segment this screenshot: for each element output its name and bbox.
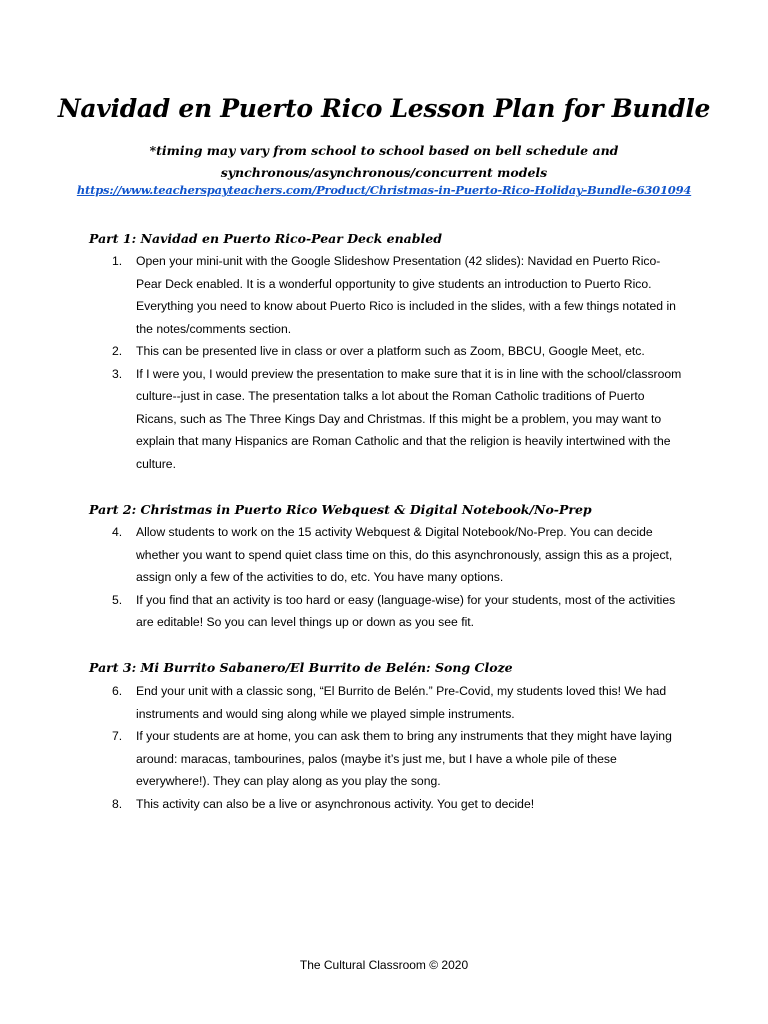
- list-item-text: If I were you, I would preview the presentation to make sure that it is in line with the school/classroom culture--just in case. The presentation talks a lot about the Roman Catholic traditions of Puerto Ricans, such as The Three Kings Day and Christmas. If this might be a problem, you may want to explain that many Hispanics are Roman Catholic and that the religion is heavily intertwined with the culture.: [136, 366, 682, 471]
- list-item-number: 4.: [112, 525, 123, 539]
- part-2-heading: Part 2: Christmas in Puerto Rico Webquest & Digital Notebook/No-Prep: [89, 502, 592, 517]
- product-link[interactable]: https://www.teacherspayteachers.com/Product/Christmas-in-Puerto-Rico-Holiday-Bundle-6301094: [76, 183, 692, 197]
- list-item-number: 6.: [112, 684, 123, 698]
- page-title: Navidad en Puerto Rico Lesson Plan for Bundle: [57, 94, 711, 123]
- timing-note-line2: synchronous/asynchronous/concurrent models: [220, 165, 548, 180]
- list-item-text: This activity can also be a live or asynchronous activity. You get to decide!: [136, 796, 535, 811]
- part-2-list: [112, 521, 684, 634]
- part-1-heading: Part 1: Navidad en Puerto Rico-Pear Deck enabled: [89, 231, 442, 246]
- timing-note: [0, 140, 768, 184]
- list-item-text: Open your mini-unit with the Google Slideshow Presentation (42 slides): Navidad en Puerto Rico-Pear Deck enabled. It is a wonderful opportunity to give students an introduction to Puerto Rico. Everything you need to know about Puerto Rico is included in the slides, with a few things notated in the notes/comments section.: [136, 254, 676, 336]
- list-item-number: 5.: [112, 592, 123, 607]
- list-item-number: 3.: [112, 366, 123, 381]
- list-item-text: End your unit with a classic song, “El Burrito de Belén.” Pre-Covid, my students loved this! We had instruments and would sing along while we played simple instruments.: [136, 684, 667, 721]
- list-item: [112, 521, 684, 589]
- list-item-number: 7.: [112, 729, 123, 743]
- list-item-text: If you find that an activity is too hard or easy (language-wise) for your students, most of the activities are editable! So you can level things up or down as you see fit.: [136, 592, 676, 629]
- part-3-list: [112, 680, 684, 815]
- list-item: [112, 680, 684, 725]
- list-item: [112, 363, 684, 476]
- page-footer: The Cultural Classroom © 2020: [299, 958, 469, 972]
- list-item-text: If your students are at home, you can ask them to bring any instruments that they might have laying around: maracas, tambourines, palos (maybe it’s just me, but I have a whole pile of these everywhere!). They can play along as you play the song.: [136, 729, 672, 788]
- list-item-number: 2.: [112, 344, 123, 358]
- list-item-number: 1.: [112, 254, 123, 268]
- timing-note-line1: *timing may vary from school to school based on bell schedule and: [149, 143, 619, 158]
- list-item: [112, 725, 684, 793]
- list-item: [112, 250, 684, 340]
- list-item: [112, 340, 684, 363]
- list-item-number: 8.: [112, 796, 123, 811]
- list-item: [112, 793, 684, 816]
- list-item-text: This can be presented live in class or over a platform such as Zoom, BBCU, Google Meet, etc.: [136, 344, 645, 358]
- part-1-list: [112, 250, 684, 475]
- list-item-text: Allow students to work on the 15 activity Webquest & Digital Notebook/No-Prep. You can decide whether you want to spend quiet class time on this, do this asynchronously, assign this as a project, assign only a few of the activities to do, etc. You have many options.: [136, 525, 673, 584]
- list-item: [112, 589, 684, 634]
- part-3-heading: Part 3: Mi Burrito Sabanero/El Burrito de Belén: Song Cloze: [89, 660, 513, 675]
